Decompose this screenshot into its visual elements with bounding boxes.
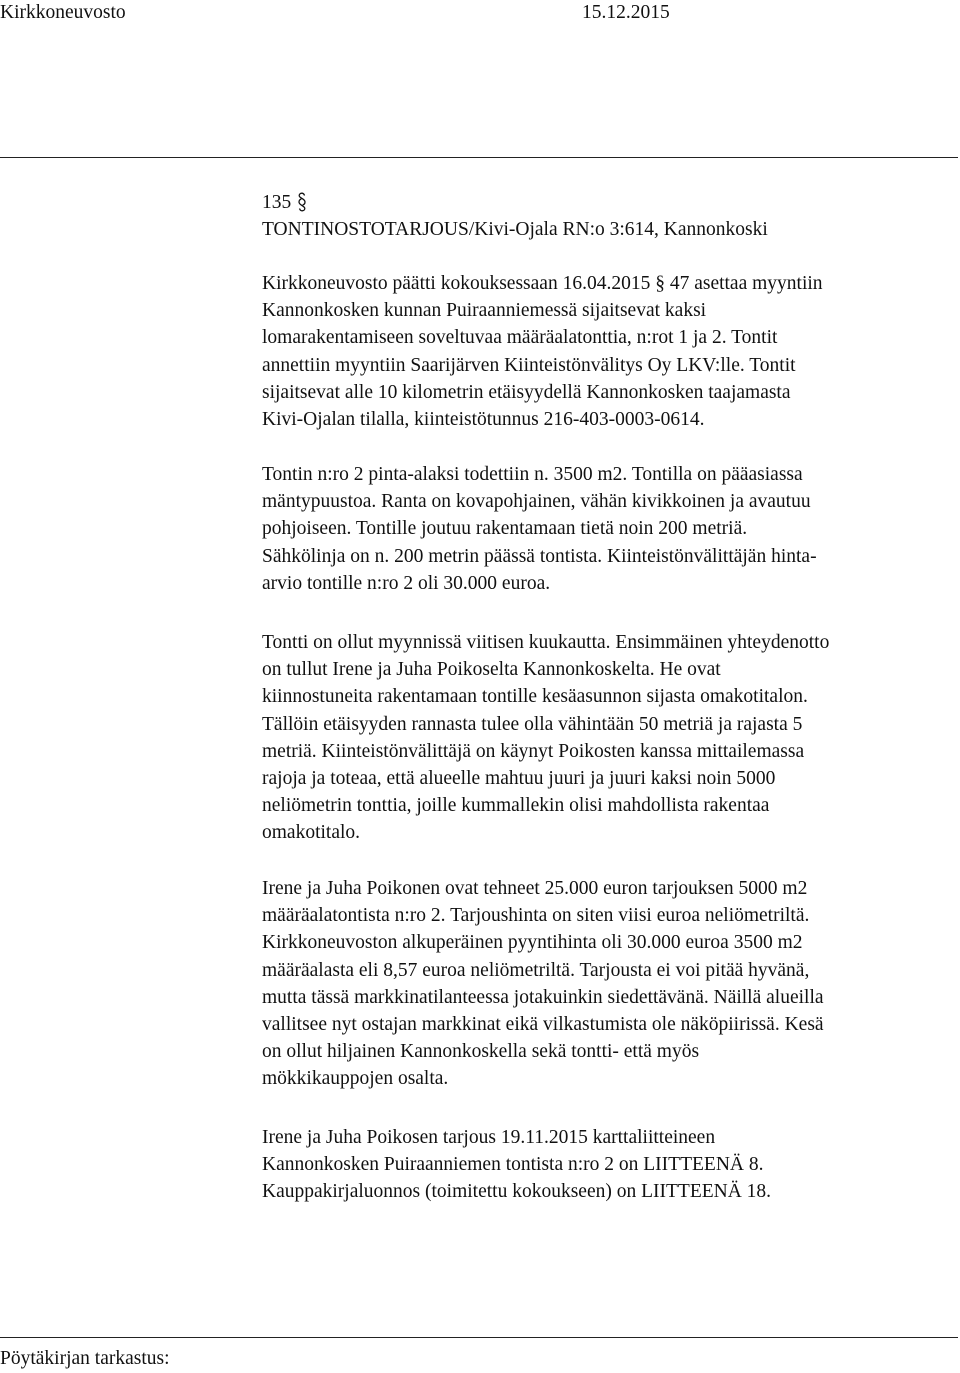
section-heading (262, 188, 958, 243)
text-line: mäntypuustoa. Ranta on kovapohjainen, vähän kivikkoinen ja avautuu (262, 491, 811, 513)
review-signature-label: Pöytäkirjan tarkastus: (0, 1348, 170, 1369)
text-line: Kivi-Ojalan tilalla, kiinteistötunnus 216-403-0003-0614. (262, 409, 705, 431)
text-line: Kirkkoneuvosto päätti kokouksessaan 16.04.2015 § 47 asettaa myyntiin (262, 273, 823, 294)
text-line: Irene ja Juha Poikosen tarjous 19.11.2015 karttaliitteineen (262, 1127, 716, 1148)
section-title: TONTINOSTOTARJOUS/Kivi-Ojala RN:o 3:614, Kannonkoski (262, 219, 768, 241)
text-line: neliömetrin tonttia, joille kummallekin olisi mahdollista rakentaa (262, 795, 770, 817)
paragraph-1 (262, 270, 958, 433)
text-line: on ollut hiljainen Kannonkoskella sekä tontti- että myös (262, 1041, 700, 1063)
text-line: määräalatontista n:ro 2. Tarjoushinta on siten viisi euroa neliömetriltä. (262, 905, 810, 927)
paragraph-4 (262, 875, 958, 1093)
text-line: rajoja ja toteaa, että alueelle mahtuu juuri ja juuri kaksi noin 5000 (262, 768, 776, 790)
text-line: Tontin n:ro 2 pinta-alaksi todettiin n. 3500 m2. Tontilla on pääasiassa (262, 464, 803, 485)
header-divider (0, 157, 958, 158)
footer-divider (0, 1337, 958, 1338)
text-line: metriä. Kiinteistönvälittäjä on käynyt Poikosten kanssa mittailemassa (262, 740, 805, 762)
section-number: 135 (262, 192, 292, 213)
paragraph-2 (262, 461, 958, 597)
text-line: omakotitalo. (262, 822, 361, 844)
text-line: Kauppakirjaluonnos (toimitettu kokoukseen) on LIITTEENÄ 18. (262, 1181, 772, 1203)
text-line: Kannonkosken kunnan Puiraanniemessä sijaitsevat kaksi (262, 300, 707, 322)
text-line: Kirkkoneuvoston alkuperäinen pyyntihinta oli 30.000 euroa 3500 m2 (262, 932, 803, 954)
text-line: Irene ja Juha Poikonen ovat tehneet 25.000 euron tarjouksen 5000 m2 (262, 878, 808, 899)
text-line: Tällöin etäisyyden rannasta tulee olla vähintään 50 metriä ja rajasta 5 (262, 713, 803, 735)
section-sign-icon (297, 192, 307, 212)
header-organization: Kirkkoneuvosto (0, 2, 126, 23)
text-line: Tontti on ollut myynnissä viitisen kuukautta. Ensimmäinen yhteydenotto (262, 632, 830, 653)
text-line: määräalasta eli 8,57 euroa neliömetriltä. Tarjousta ei voi pitää hyvänä, (262, 959, 810, 981)
text-line: Kannonkosken Puiraanniemen tontista n:ro 2 on LIITTEENÄ 8. (262, 1154, 764, 1176)
text-line: annettiin myyntiin Saarijärven Kiinteistönvälitys Oy LKV:lle. Tontit (262, 354, 796, 376)
text-line: pohjoiseen. Tontille joutuu rakentamaan tietä noin 200 metriä. (262, 518, 748, 540)
paragraph-5 (262, 1124, 958, 1206)
paragraph-3 (262, 629, 958, 847)
text-line: mökkikauppojen osalta. (262, 1068, 449, 1090)
header-date: 15.12.2015 (582, 2, 670, 23)
text-line: Sähkölinja on n. 200 metrin päässä tontista. Kiinteistönvälittäjän hinta- (262, 545, 817, 567)
text-line: on tullut Irene ja Juha Poikoselta Kannonkoskelta. He ovat (262, 659, 721, 681)
text-line: sijaitsevat alle 10 kilometrin etäisyydellä Kannonkosken taajamasta (262, 381, 791, 403)
text-line: lomarakentamiseen soveltuvaa määräalatonttia, n:rot 1 ja 2. Tontit (262, 327, 778, 349)
text-line: arvio tontille n:ro 2 oli 30.000 euroa. (262, 572, 551, 594)
text-line: mutta tässä markkinatilanteessa jotakuinkin siedettävänä. Näillä alueilla (262, 986, 824, 1008)
text-line: kiinnostuneita rakentamaan tontille kesäasunnon sijasta omakotitalon. (262, 686, 808, 708)
text-line: vallitsee nyt ostajan markkinat eikä vilkastumista ole näköpiirissä. Kesä (262, 1014, 824, 1036)
